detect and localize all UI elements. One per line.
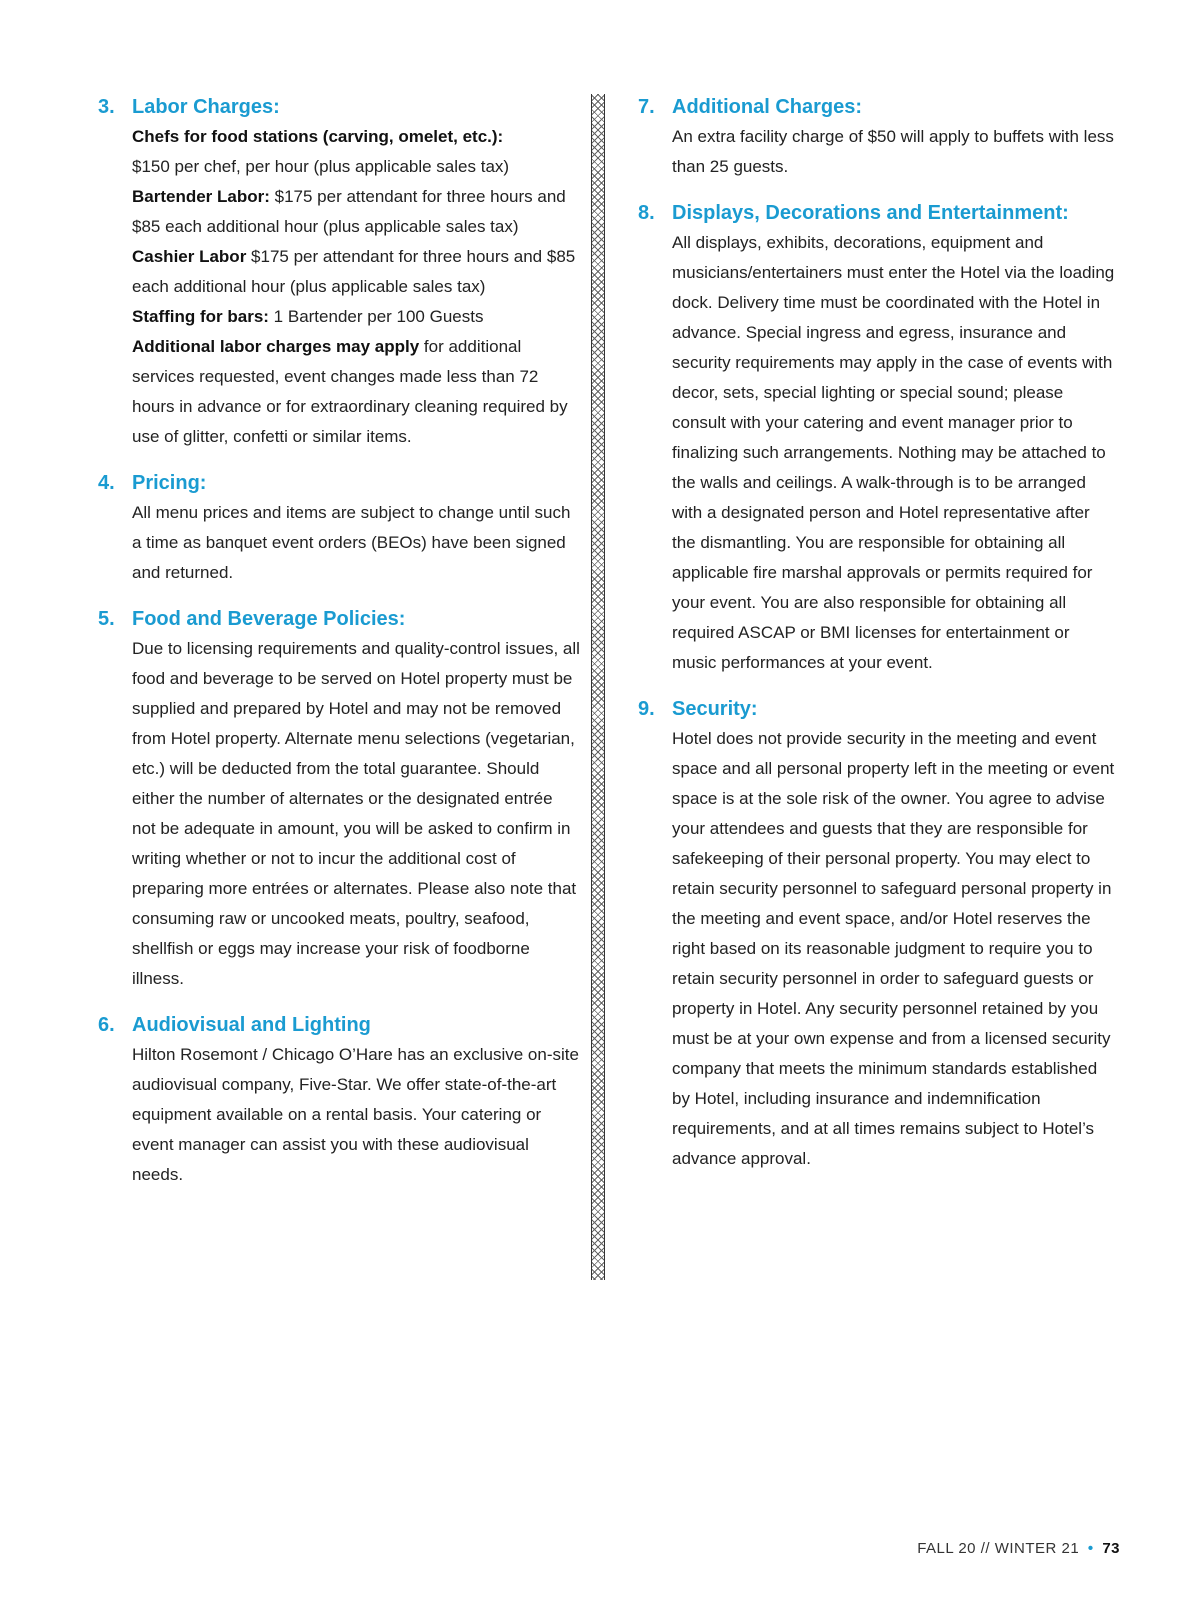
section-text: All menu prices and items are subject to change until such a time as banquet event orders (BEOs) have been signed and returned. — [132, 503, 571, 582]
section-heading — [98, 604, 580, 634]
section-heading — [98, 1010, 580, 1040]
cashier-label: Cashier Labor — [132, 247, 247, 266]
section-body — [132, 1040, 580, 1190]
additional-labor-label: Additional labor charges may apply — [132, 337, 420, 356]
column-divider — [591, 94, 605, 1280]
section-number: 6. — [98, 1014, 115, 1036]
section-number: 5. — [98, 608, 115, 630]
page-number: 73 — [1102, 1540, 1120, 1557]
section-labor-charges — [98, 92, 580, 452]
section-heading — [638, 694, 1118, 724]
page-footer — [917, 1540, 1120, 1557]
left-column — [98, 92, 580, 1206]
staffing-item — [132, 302, 580, 332]
section-title: Audiovisual and Lighting — [132, 1014, 371, 1036]
section-text: An extra facility charge of $50 will apply to buffets with less than 25 guests. — [672, 127, 1114, 176]
section-heading — [638, 198, 1118, 228]
section-title: Additional Charges: — [672, 96, 863, 118]
section-heading — [98, 468, 580, 498]
section-number: 4. — [98, 472, 115, 494]
section-body — [672, 122, 1118, 182]
section-text: Hotel does not provide security in the meeting and event space and all personal property left in the meeting or event space is at the sole risk of the owner. You agree to advise your attendees and guests that they are responsible for safekeeping of their personal property. You may elect to retain security personnel to safeguard personal property in the meeting and event space, and/or Hotel reserves the right based on its reasonable judgment to require you to retain security personnel in order to safeguard guests or property in Hotel. Any security personnel retained by you must be at your own expense and from a licensed security company that meets the minimum standards established by Hotel, including insurance and indemnification requirements, and at all times remains subject to Hotel’s advance approval. — [672, 729, 1115, 1168]
section-number: 9. — [638, 698, 655, 720]
section-pricing — [98, 468, 580, 588]
additional-labor-text: for additional services requested, event changes made less than 72 hours in advance or for extraordinary cleaning required by use of glitter, confetti or similar items. — [132, 337, 568, 446]
section-text: Hilton Rosemont / Chicago O’Hare has an exclusive on-site audiovisual company, Five-Star. We offer state-of-the-art equipment available on a rental basis. Your catering or event manager can assist you with these audiovisual needs. — [132, 1045, 579, 1184]
section-displays — [638, 198, 1118, 678]
section-heading — [638, 92, 1118, 122]
section-title: Labor Charges: — [132, 96, 280, 118]
section-body — [132, 498, 580, 588]
section-audiovisual — [98, 1010, 580, 1190]
section-text: All displays, exhibits, decorations, equipment and musicians/entertainers must enter the Hotel via the loading dock. Delivery time must be coordinated with the Hotel in advance. Special ingress and egress, insurance and security requirements may apply in the case of events with decor, sets, special lighting or special sound; please consult with your catering and event manager prior to finalizing such arrangements. Nothing may be attached to the walls and ceilings. A walk-through is to be arranged with a designated person and Hotel representative after the dismantling. You are responsible for obtaining all applicable fire marshal approvals or permits required for your event. You are also responsible for obtaining all required ASCAP or BMI licenses for entertainment or music performances at your event. — [672, 233, 1115, 672]
section-title: Displays, Decorations and Entertainment: — [672, 202, 1069, 224]
section-body — [672, 724, 1118, 1174]
section-heading — [98, 92, 580, 122]
chefs-label: Chefs for food stations (carving, omelet, etc.): — [132, 127, 504, 146]
cashier-item — [132, 242, 580, 302]
chefs-item — [132, 122, 580, 182]
section-title: Security: — [672, 698, 758, 720]
bullet-separator: • — [1087, 1540, 1094, 1557]
section-food-beverage — [98, 604, 580, 994]
section-number: 3. — [98, 96, 115, 118]
section-number: 8. — [638, 202, 655, 224]
section-additional-charges — [638, 92, 1118, 182]
staffing-text: 1 Bartender per 100 Guests — [268, 307, 484, 326]
section-body — [132, 634, 580, 994]
section-title: Pricing: — [132, 472, 207, 494]
staffing-label: Staffing for bars: — [132, 307, 269, 326]
section-security — [638, 694, 1118, 1174]
section-text: Due to licensing requirements and quality-control issues, all food and beverage to be served on Hotel property must be supplied and prepared by Hotel and may not be removed from Hotel property. Alternate menu selections (vegetarian, etc.) will be deducted from the total guarantee. Should either the number of alternates or the designated entrée not be adequate in amount, you will be asked to confirm in writing whether or not to incur the additional cost of preparing more entrées or alternates. Please also note that consuming raw or uncooked meats, poultry, seafood, shellfish or eggs may increase your risk of foodborne illness. — [132, 639, 580, 988]
bartender-label: Bartender Labor: — [132, 187, 270, 206]
issue-label: FALL 20 // WINTER 21 — [917, 1540, 1080, 1557]
cashier-text: $175 per attendant for three hours and $85 each additional hour (plus applicable sales tax) — [132, 247, 576, 296]
section-number: 7. — [638, 96, 655, 118]
additional-labor-item — [132, 332, 580, 452]
right-column — [638, 92, 1118, 1190]
section-title: Food and Beverage Policies: — [132, 608, 406, 630]
section-body — [132, 122, 580, 452]
section-body — [672, 228, 1118, 678]
chefs-text: $150 per chef, per hour (plus applicable sales tax) — [132, 157, 510, 176]
bartender-item — [132, 182, 580, 242]
bartender-text: $175 per attendant for three hours and $85 each additional hour (plus applicable sales tax) — [132, 187, 566, 236]
